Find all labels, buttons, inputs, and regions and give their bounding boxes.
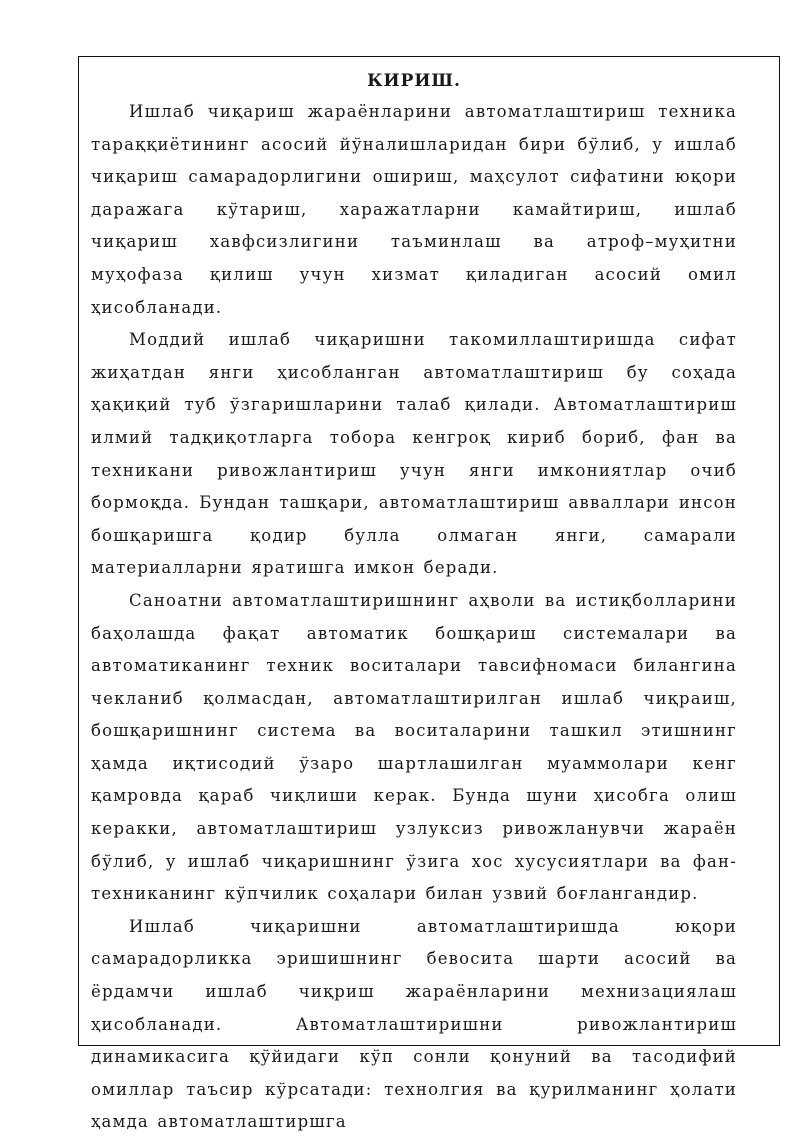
paragraph-1: Ишлаб чиқариш жараёнларини автоматлаштириш техника тараққиётининг асосий йўналишларидан бири бўлиб, у ишлаб чиқариш самарадорлигини ошириш, маҳсулот сифатини юқори даражага кўтариш, харажатларни камайтириш, ишлаб чиқариш хавфсизлигини таъминлаш ва атроф–муҳитни муҳофаза қилиш учун хизмат қиладиган асосий омил ҳисобланади.	[91, 102, 737, 317]
document-title: КИРИШ.	[367, 71, 461, 91]
paragraph-2: Моддий ишлаб чиқаришни такомиллаштиришда сифат жиҳатдан янги ҳисобланган автоматлаштириш бу соҳада ҳақиқий туб ўзгаришларини талаб қилади. Автоматлаштириш илмий тадқиқотларга тобора кенгроқ кириб бориб, фан ва техникани ривожлантириш учун янги имкониятлар очиб бормоқда. Бундан ташқари, автоматлаштириш авваллари инсон бошқаришга қодир булла олмаган янги, самарали материалларни яратишга имкон беради.	[91, 330, 737, 578]
document-body	[91, 66, 737, 1139]
paragraph-4: Ишлаб чиқаришни автоматлаштиришда юқори самарадорликка эришишнинг бевосита шарти асосий ва ёрдамчи ишлаб чиқриш жараёнларини мехнизациялаш ҳисобланади. Автоматлаштиришни ривожлантириш динамикасига қўйидаги кўп сонли қонуний ва тасодифий омиллар таъсир кўрсатади: технолгия ва қурилманинг ҳолати ҳамда автоматлаштиршга	[91, 916, 737, 1132]
paragraph-3: Саноатни автоматлаштиришнинг аҳволи ва истиқболларини баҳолашда фақат автоматик бошқариш системалари ва автоматиканинг техник воситалари тавсифномаси билангина чекланиб қолмасдан, автоматлаштирилган ишлаб чиқраиш, бошқаришнинг система ва воситаларини ташкил этишнинг ҳамда иқтисодий ўзаро шартлашилган муаммолари кенг қамровда қараб чиқлиши керак. Бунда шуни ҳисобга олиш керакки, автоматлаштириш узлуксиз ривожланувчи жараён бўлиб, у ишлаб чиқаришнинг ўзига хос хусусиятлари ва фан-техниканинг кўпчилик соҳалари билан узвий боғлангандир.	[91, 590, 737, 904]
